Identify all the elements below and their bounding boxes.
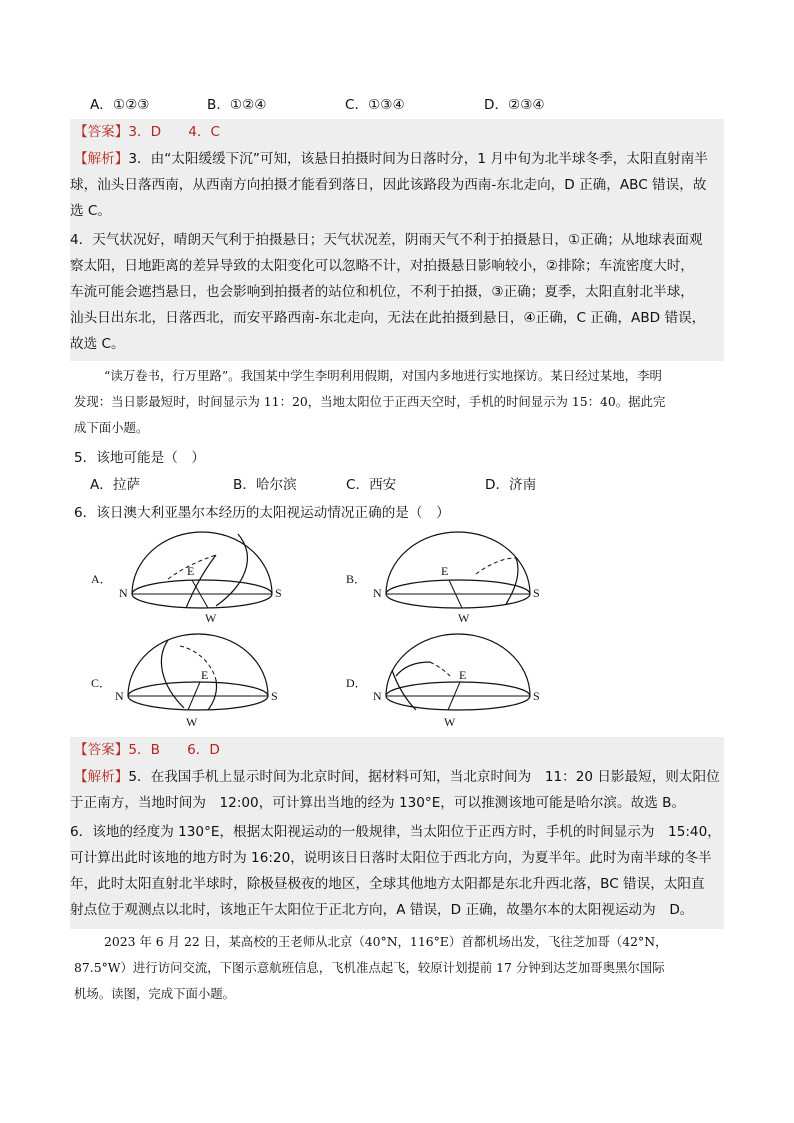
analysis-label: 【解析】	[74, 151, 129, 167]
q5-option-a: A．拉萨	[90, 477, 141, 493]
answer-label: 【答案】	[74, 124, 129, 140]
analysis2-line-3: 6．该地的经度为 130°E，根据太阳视运动的一般规律，当太阳位于正西方时，手机的时间显示为 15:40，	[70, 824, 721, 840]
diagram-a-n: N	[119, 586, 128, 600]
question-6-stem: 6．该日澳大利亚墨尔本经历的太阳视运动情况正确的是（ ）	[74, 505, 450, 521]
diagram-c-e: E	[201, 668, 209, 682]
diagram-b-label: B．	[346, 572, 367, 586]
analysis2-line-4: 可计算出此时该地的地方时为 16:20，说明该日日落时太阳位于西北方向，为夏半年。此时为南半球的冬半	[70, 850, 712, 866]
diagram-d-s: S	[533, 689, 540, 703]
analysis2-line-5: 年，此时太阳直射北半球时，除极昼极夜的地区，全球其他地方太阳都是东北升西北落，BC 错误，太阳直	[70, 876, 705, 892]
material-line-2: 发现：当日影最短时，时间显示为 11：20，当地太阳位于正西天空时，手机的时间显示为 15：40。据此完	[74, 394, 666, 409]
answer-analysis-block-1	[70, 119, 724, 361]
diagram-a-s: S	[275, 586, 282, 600]
sun-path-diagram-a	[88, 528, 288, 628]
next-material-line-2: 87.5°W）进行访问交流，下图示意航班信息，飞机准点起飞，较原计划提前 17 分钟到达芝加哥奥黑尔国际	[74, 960, 665, 975]
diagram-b-e: E	[441, 564, 449, 578]
sun-path-diagram-b	[346, 528, 546, 628]
analysis-line-7: 汕头日出东北，日落西北，而安平路西南-东北走向，无法在此拍摄到悬日，④正确，C 正确，ABD 错误，	[70, 310, 706, 326]
analysis2-line-2: 于正南方，当地时间为 12:00，可计算出当地的经为 130°E，可以推测该地可能是哈尔滨。故选 B。	[70, 795, 686, 811]
diagram-c-n: N	[115, 689, 124, 703]
diagram-b-w: W	[458, 611, 470, 625]
diagram-a-w: W	[205, 611, 217, 625]
analysis2-line-1	[74, 764, 720, 790]
q5-option-d: D．济南	[485, 477, 537, 493]
analysis-line-2: 球，汕头日落西南，从西南方向拍摄才能看到落日，因此该路段为西南-东北走向，D 正确，ABC 错误，故	[70, 177, 707, 193]
analysis-line-5: 察太阳，日地距离的差异导致的太阳变化可以忽略不计，对拍摄悬日影响较小，②排除；车流密度大时，	[70, 258, 694, 274]
answer-analysis-block-2	[70, 737, 724, 929]
diagram-c-w: W	[186, 715, 198, 729]
next-material-line-3: 机场。读图，完成下面小题。	[74, 986, 236, 1001]
diagram-b-s: S	[533, 586, 540, 600]
analysis-line-4: 4．天气状况好，晴朗天气利于拍摄悬日；天气状况差，阴雨天气不利于拍摄悬日，①正确；从地球表面观	[70, 232, 703, 248]
option-b: B．①②④	[207, 97, 267, 113]
diagram-d-e: E	[459, 668, 467, 682]
diagram-d-w: W	[444, 715, 456, 729]
analysis2-text: 5．在我国手机上显示时间为北京时间，据材料可知，当北京时间为 11：20 日影最短，则太阳位	[128, 769, 720, 785]
question-5-stem: 5．该地可能是（ ）	[74, 450, 205, 466]
diagram-d-n: N	[373, 689, 382, 703]
analysis-line-3: 选 C。	[70, 203, 112, 219]
material-line-3: 成下面小题。	[74, 420, 149, 435]
answer-text-2: 5．B 6．D	[128, 742, 220, 758]
diagram-d-label: D．	[346, 676, 367, 690]
analysis-line-8: 故选 C。	[70, 336, 125, 352]
analysis-line-6: 车流可能会遮挡悬日，也会影响到拍摄者的站位和机位，不利于拍摄，③正确；夏季，太阳直射北半球，	[70, 284, 694, 300]
answer-label-2: 【答案】	[74, 742, 129, 758]
answer-line-2	[74, 737, 220, 763]
diagram-a-label: A．	[91, 572, 112, 586]
analysis2-line-6: 射点位于观测点以北时，该地正午太阳位于正北方向，A 错误，D 正确，故墨尔本的太阳视运动为 D。	[70, 902, 694, 918]
option-d: D．②③④	[484, 97, 545, 113]
q5-option-b: B．哈尔滨	[233, 477, 297, 493]
answer-line	[74, 119, 220, 145]
analysis-label-2: 【解析】	[74, 769, 129, 785]
option-c: C．①③④	[345, 97, 405, 113]
sun-path-diagram-d	[346, 632, 546, 732]
diagram-c-s: S	[271, 689, 278, 703]
option-a: A．①②③	[90, 97, 150, 113]
analysis-text: 3．由“太阳缓缓下沉”可知，该悬日拍摄时间为日落时分，1 月中旬为北半球冬季，太阳直射南半	[128, 151, 708, 167]
diagram-a-e: E	[187, 564, 195, 578]
answer-text: 3．D 4．C	[128, 124, 221, 140]
sun-path-diagram-c	[88, 632, 288, 732]
q5-option-c: C．西安	[346, 477, 397, 493]
next-material-line-1: 2023 年 6 月 22 日，某高校的王老师从北京（40°N，116°E）首都机场出发，飞往芝加哥（42°N，	[104, 934, 668, 949]
diagram-b-n: N	[373, 586, 382, 600]
diagram-c-label: C．	[91, 676, 112, 690]
analysis-line-1	[74, 146, 708, 172]
material-line-1: “读万卷书，行万里路”。我国某中学生李明利用假期，对国内多地进行实地探访。某日经过某地，李明	[104, 368, 662, 383]
